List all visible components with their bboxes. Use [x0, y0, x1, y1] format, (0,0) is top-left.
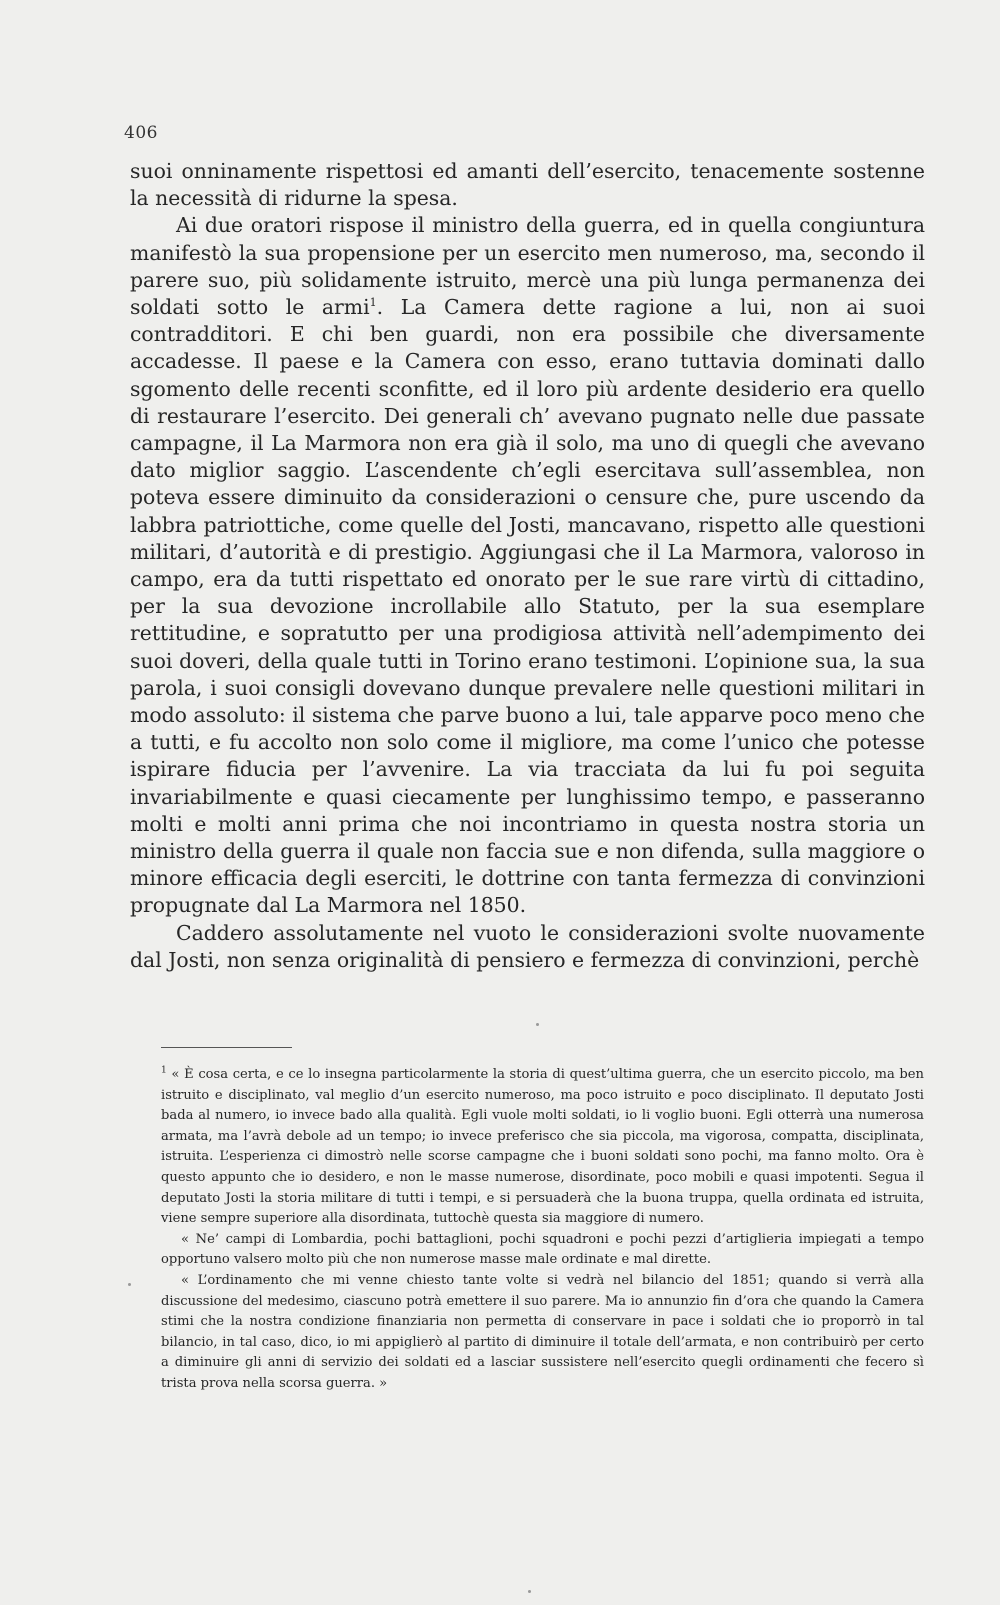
paragraph-text: suoi onninamente rispettosi ed amanti dell’esercito, tenacemente sostenne la necessità di ridurne la spesa.	[130, 159, 925, 211]
page-number: 406	[124, 123, 158, 143]
paragraph-1	[130, 158, 925, 212]
footnote-1-continued-a	[161, 1230, 924, 1271]
footnote-text: « Ne’ campi di Lombardia, pochi battaglioni, pochi squadroni e pochi pezzi d’artiglieria impiegati a tempo opportuno valsero molto più che non numerose masse male ordinate e mal dirette.	[161, 1231, 924, 1268]
footnote-mark: 1	[161, 1065, 167, 1076]
scan-speck	[536, 1023, 539, 1026]
scan-speck	[528, 1590, 531, 1593]
main-text	[130, 158, 925, 974]
footnote-1-continued-b	[161, 1271, 924, 1395]
footnotes	[161, 1065, 924, 1395]
paragraph-text-continued: . La Camera dette ragione a lui, non ai suoi contradditori. E chi ben guardi, non era possibile che diversamente accadesse. Il paese e la Camera con esso, erano tuttavia dominati dallo sgomento delle recenti sconfitte, ed il loro più ardente desiderio era quello di restaurare l’esercito. Dei generali ch’ avevano pugnato nelle due passate campagne, il La Marmora non era già il solo, ma uno di quegli che avevano dato miglior saggio. L’ascendente ch’egli esercitava sull’assemblea, non poteva essere diminuito da considerazioni o censure che, pure uscendo da labbra patriottiche, come quelle del Josti, mancavano, rispetto alle questioni militari, d’autorità e di prestigio. Aggiungasi che il La Marmora, valoroso in campo, era da tutti rispettato ed onorato per le sue rare virtù di cittadino, per la sua devozione incrollabile allo Statuto, per la sua esemplare rettitudine, e sopratutto per una prodigiosa attività nell’adempimento dei suoi doveri, della quale tutti in Torino erano testimoni. L’opinione sua, la sua parola, i suoi consigli dovevano dunque prevalere nelle questioni militari in modo assoluto: il sistema che parve buono a lui, tale apparve poco meno che a tutti, e fu accolto non solo come il migliore, ma come l’unico che potesse ispirare fiducia per l’avvenire. La via tracciata da lui fu poi seguita invariabilmente e quasi ciecamente per lunghissimo tempo, e passeranno molti e molti anni prima che noi incontriamo in questa nostra storia un ministro della guerra il quale non faccia sue e non difenda, sulla maggiore o minore efficacia degli eserciti, le dottrine con tanta fermezza di convinzioni propugnate dal La Marmora nel 1850.	[130, 295, 925, 918]
paragraph-3	[130, 920, 925, 974]
footnote-separator	[161, 1047, 292, 1048]
paragraph-text: Caddero assolutamente nel vuoto le considerazioni svolte nuovamente dal Josti, non senza originalità di pensiero e fermezza di convinzioni, perchè	[130, 920, 925, 972]
footnote-reference[interactable]: 1	[369, 296, 377, 310]
paragraph-text: Ai due oratori rispose il ministro della guerra, ed in quella congiuntura manifestò la sua propensione per un esercito men numeroso, ma, secondo il parere suo, più solidamente istruito, mercè una più lunga permanenza dei soldati sotto le armi	[130, 213, 925, 320]
scan-speck	[128, 1283, 131, 1286]
footnote-1	[161, 1065, 924, 1230]
paragraph-2	[130, 212, 925, 919]
footnote-text: « È cosa certa, e ce lo insegna particolarmente la storia di quest’ultima guerra, che un esercito piccolo, ma ben istruito e disciplinato, val meglio d’un esercito numeroso, ma poco istruito e poco disciplinato. Il deputato Josti bada al numero, io invece bado alla qualità. Egli vuole molti soldati, io li voglio buoni. Egli otterrà una numerosa armata, ma l’avrà debole ad un tempo; io invece preferisco che sia piccola, ma vigorosa, compatta, disciplinata, istruita. L’esperienza ci dimostrò nelle scorse campagne che i buoni soldati sono pochi, ma fanno molto. Ora è questo appunto che io desidero, e non le masse numerose, disordinate, poco mobili e quasi impotenti. Segua il deputato Josti la storia militare di tutti i tempi, e si persuaderà che la buona truppa, quella ordinata ed istruita, viene sempre superiore alla disordinata, tuttochè questa sia maggiore di numero.	[161, 1067, 924, 1227]
footnote-text: « L’ordinamento che mi venne chiesto tante volte si vedrà nel bilancio del 1851; quando si verrà alla discussione del medesimo, ciascuno potrà emettere il suo parere. Ma io annunzio fin d’ora che quando la Camera stimi che la nostra condizione finanziaria non permetta di conservare in pace i soldati che io proporrò in tal bilancio, in tal caso, dico, io mi appiglierò al partito di diminuire il totale dell’armata, e non contribuirò per certo a diminuire gli anni di servizio dei soldati ed a lasciar sussistere nell’esercito quegli ordinamenti che fecero sì trista prova nella scorsa guerra. »	[161, 1272, 924, 1391]
